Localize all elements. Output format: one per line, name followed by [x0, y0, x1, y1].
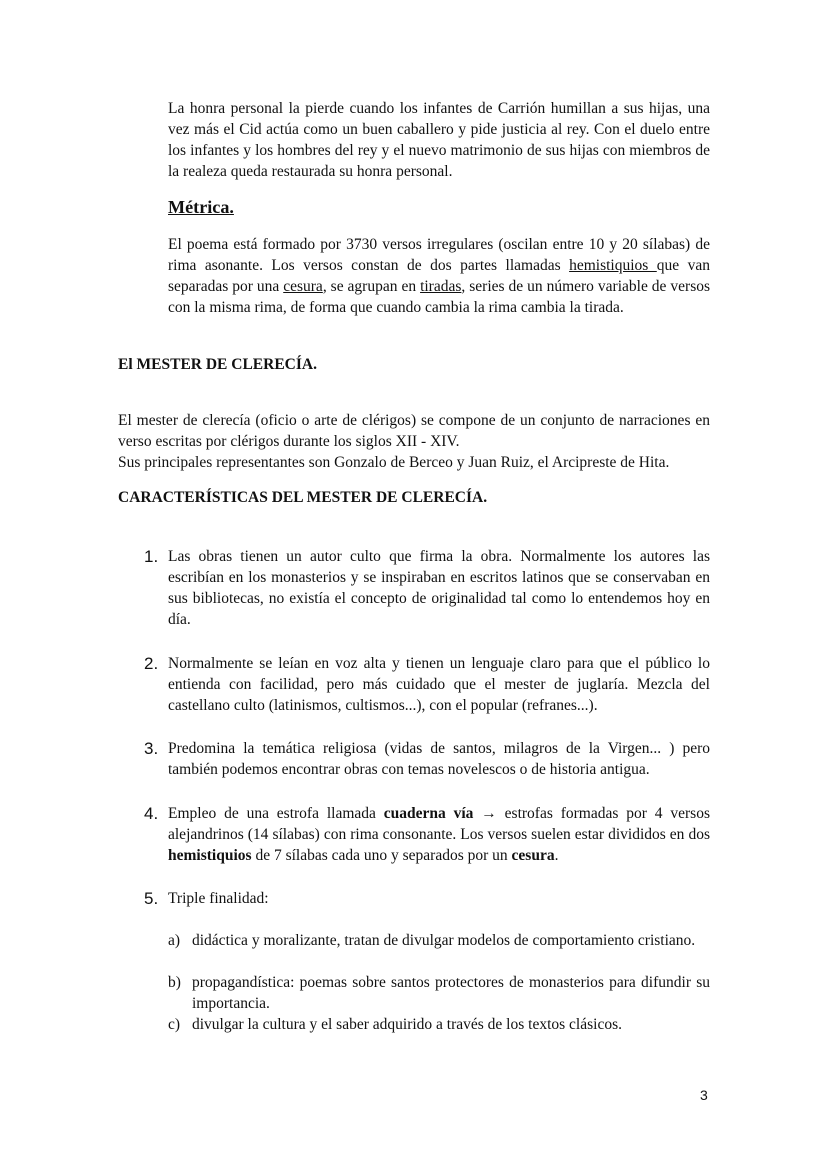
tiradas-term: tiradas — [420, 278, 462, 295]
list-item-2 — [118, 653, 710, 716]
list-item-1 — [118, 546, 710, 630]
list-item-text — [168, 803, 710, 866]
sub-item-text: propagandística: poemas sobre santos protectores de monasterios para difundir su importancia. — [192, 974, 710, 1012]
metrica-title: Métrica. — [168, 197, 234, 217]
sub-item-text: divulgar la cultura y el saber adquirido a través de los textos clásicos. — [192, 1016, 622, 1033]
sub-item-letter: c) — [168, 1016, 181, 1033]
metrica-paragraph — [168, 234, 710, 318]
item4-text-c: → estrofas formadas por 4 versos alejandrinos (14 sílabas) con rima consonante. Los versos suelen estar divididos en dos — [168, 805, 711, 843]
metrica-text-4: , series de un número variable de versos con la misma rima, de forma que cuando cambia la rima cambia la tirada. — [168, 278, 711, 316]
list-item-text: Predomina la temática religiosa (vidas de santos, milagros de la Virgen... ) pero también podemos encontrar obras con temas novelescos o de historia antigua. — [168, 740, 710, 778]
honra-paragraph: La honra personal la pierde cuando los infantes de Carrión humillan a sus hijas, una vez más el Cid actúa como un buen caballero y pide justicia al rey. Con el duelo entre los infantes y los hombres del rey y el nuevo matrimonio de sus hijas con miembros de la realeza queda restaurada su honra personal. — [168, 100, 710, 180]
sub-item-c — [168, 1014, 710, 1035]
list-item-text: Triple finalidad: — [168, 890, 269, 907]
list-number: 4. — [144, 804, 159, 823]
metrica-text-1: El poema está formado por 3730 versos irregulares (oscilan entre 10 y 20 sílabas) de rima asonante. Los versos constan de dos partes llamadas — [168, 236, 710, 274]
hemistiquios-term: hemistiquios — [569, 257, 657, 274]
page-number: 3 — [700, 1087, 708, 1103]
item4-text-e: de 7 sílabas cada uno y separados por un — [251, 847, 512, 864]
sub-item-letter: a) — [168, 932, 181, 949]
mester-intro: El mester de clerecía (oficio o arte de clérigos) se compone de un conjunto de narraciones en verso escritas por clérigos durante los siglos XII - XIV. — [118, 412, 710, 450]
mester-heading: El MESTER DE CLERECÍA. — [118, 356, 317, 373]
metrica-text-3: , se agrupan en — [322, 278, 421, 295]
item4-text-g: . — [554, 847, 559, 864]
cesura-term: cesura — [283, 278, 323, 295]
list-number: 2. — [144, 654, 159, 673]
cesura-bold-term: cesura — [511, 847, 555, 864]
list-item-3 — [118, 738, 710, 780]
item4-text-a: Empleo de una estrofa llamada — [168, 805, 384, 822]
list-item-4 — [118, 803, 710, 866]
sub-item-text: didáctica y moralizante, tratan de divulgar modelos de comportamiento cristiano. — [192, 932, 696, 949]
caracteristicas-heading: CARACTERÍSTICAS DEL MESTER DE CLERECÍA. — [118, 489, 488, 506]
mester-representantes: Sus principales representantes son Gonzalo de Berceo y Juan Ruiz, el Arcipreste de Hita. — [118, 454, 670, 471]
list-number: 1. — [144, 547, 159, 566]
sub-item-letter: b) — [168, 974, 181, 991]
sub-item-b — [168, 972, 710, 1014]
metrica-text-2: que van separadas por una — [168, 257, 710, 295]
list-item-text: Las obras tienen un autor culto que firma la obra. Normalmente los autores las escribían en los monasterios y se inspiraban en escritos latinos que se conservaban en sus bibliotecas, no existía el concepto de originalidad tal como lo entendemos hoy en día. — [168, 548, 710, 628]
hemistiquios-bold-term: hemistiquios — [168, 847, 252, 864]
sub-item-a — [168, 930, 710, 951]
list-number: 5. — [144, 889, 159, 908]
list-item-5 — [118, 888, 710, 909]
cuaderna-via-term: cuaderna vía — [383, 805, 474, 822]
list-number: 3. — [144, 739, 159, 758]
list-item-text: Normalmente se leían en voz alta y tienen un lenguaje claro para que el público lo entienda con facilidad, pero más cuidado que el mester de juglaría. Mezcla del castellano culto (latinismos, cultismos...), con el popular (refranes...). — [168, 655, 710, 714]
